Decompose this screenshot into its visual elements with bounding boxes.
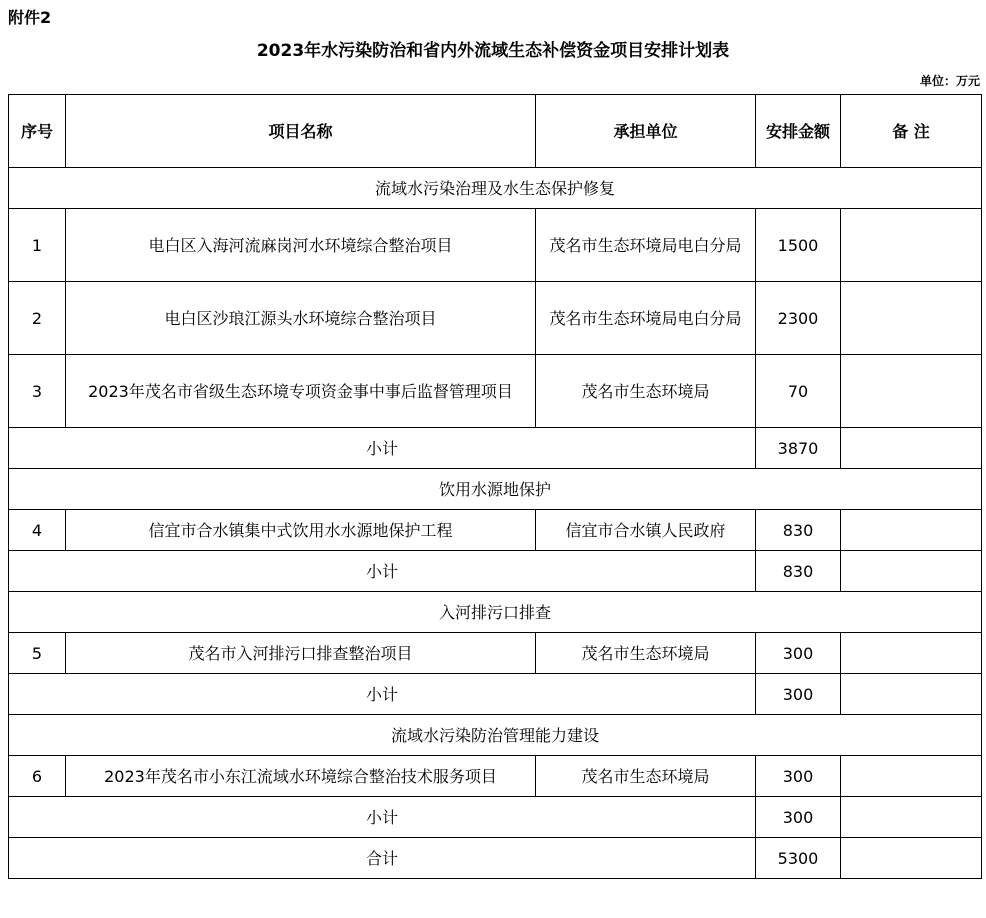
subtotal-row [9, 428, 982, 469]
total-amount: 5300 [756, 838, 841, 879]
subtotal-label: 小计 [9, 797, 756, 838]
cell-amount: 830 [756, 510, 841, 551]
subtotal-row [9, 551, 982, 592]
cell-remark [841, 633, 982, 674]
table-row [9, 209, 982, 282]
section-row [9, 168, 982, 209]
cell-remark [841, 355, 982, 428]
subtotal-remark [841, 428, 982, 469]
header-responsible-unit: 承担单位 [536, 95, 756, 168]
cell-amount: 300 [756, 756, 841, 797]
cell-remark [841, 756, 982, 797]
subtotal-label: 小计 [9, 674, 756, 715]
total-row [9, 838, 982, 879]
subtotal-label: 小计 [9, 428, 756, 469]
header-remarks: 备 注 [841, 95, 982, 168]
cell-project-name: 2023年茂名市小东江流域水环境综合整治技术服务项目 [66, 756, 536, 797]
cell-index: 3 [9, 355, 66, 428]
subtotal-remark [841, 674, 982, 715]
section-row [9, 469, 982, 510]
subtotal-remark [841, 551, 982, 592]
cell-index: 4 [9, 510, 66, 551]
subtotal-amount: 300 [756, 674, 841, 715]
cell-responsible-unit: 茂名市生态环境局电白分局 [536, 209, 756, 282]
cell-responsible-unit: 信宜市合水镇人民政府 [536, 510, 756, 551]
header-row [9, 95, 982, 168]
cell-amount: 300 [756, 633, 841, 674]
attachment-label: 附件2 [8, 8, 52, 27]
section-title: 流域水污染防治管理能力建设 [9, 715, 982, 756]
cell-project-name: 2023年茂名市省级生态环境专项资金事中事后监督管理项目 [66, 355, 536, 428]
cell-responsible-unit: 茂名市生态环境局电白分局 [536, 282, 756, 355]
subtotal-amount: 830 [756, 551, 841, 592]
cell-index: 5 [9, 633, 66, 674]
cell-project-name: 茂名市入河排污口排查整治项目 [66, 633, 536, 674]
header-amount: 安排金额 [756, 95, 841, 168]
table-row [9, 756, 982, 797]
header-project-name: 项目名称 [66, 95, 536, 168]
table-row [9, 633, 982, 674]
cell-amount: 70 [756, 355, 841, 428]
subtotal-label: 小计 [9, 551, 756, 592]
cell-project-name: 电白区沙琅江源头水环境综合整治项目 [66, 282, 536, 355]
subtotal-row [9, 674, 982, 715]
cell-amount: 2300 [756, 282, 841, 355]
cell-remark [841, 510, 982, 551]
section-title: 入河排污口排查 [9, 592, 982, 633]
cell-responsible-unit: 茂名市生态环境局 [536, 355, 756, 428]
cell-responsible-unit: 茂名市生态环境局 [536, 633, 756, 674]
subtotal-amount: 3870 [756, 428, 841, 469]
cell-project-name: 电白区入海河流麻岗河水环境综合整治项目 [66, 209, 536, 282]
header-index: 序号 [9, 95, 66, 168]
cell-index: 2 [9, 282, 66, 355]
cell-remark [841, 209, 982, 282]
subtotal-row [9, 797, 982, 838]
cell-index: 1 [9, 209, 66, 282]
subtotal-remark [841, 797, 982, 838]
table-row [9, 282, 982, 355]
section-title: 饮用水源地保护 [9, 469, 982, 510]
cell-remark [841, 282, 982, 355]
section-row [9, 715, 982, 756]
unit-label: 单位：万元 [919, 74, 980, 88]
cell-project-name: 信宜市合水镇集中式饮用水水源地保护工程 [66, 510, 536, 551]
table-row [9, 355, 982, 428]
table-row [9, 510, 982, 551]
total-label: 合计 [9, 838, 756, 879]
cell-responsible-unit: 茂名市生态环境局 [536, 756, 756, 797]
cell-index: 6 [9, 756, 66, 797]
cell-amount: 1500 [756, 209, 841, 282]
subtotal-amount: 300 [756, 797, 841, 838]
total-remark [841, 838, 982, 879]
plan-table [8, 94, 982, 879]
section-row [9, 592, 982, 633]
section-title: 流域水污染治理及水生态保护修复 [9, 168, 982, 209]
page-title: 2023年水污染防治和省内外流域生态补偿资金项目安排计划表 [256, 41, 730, 61]
